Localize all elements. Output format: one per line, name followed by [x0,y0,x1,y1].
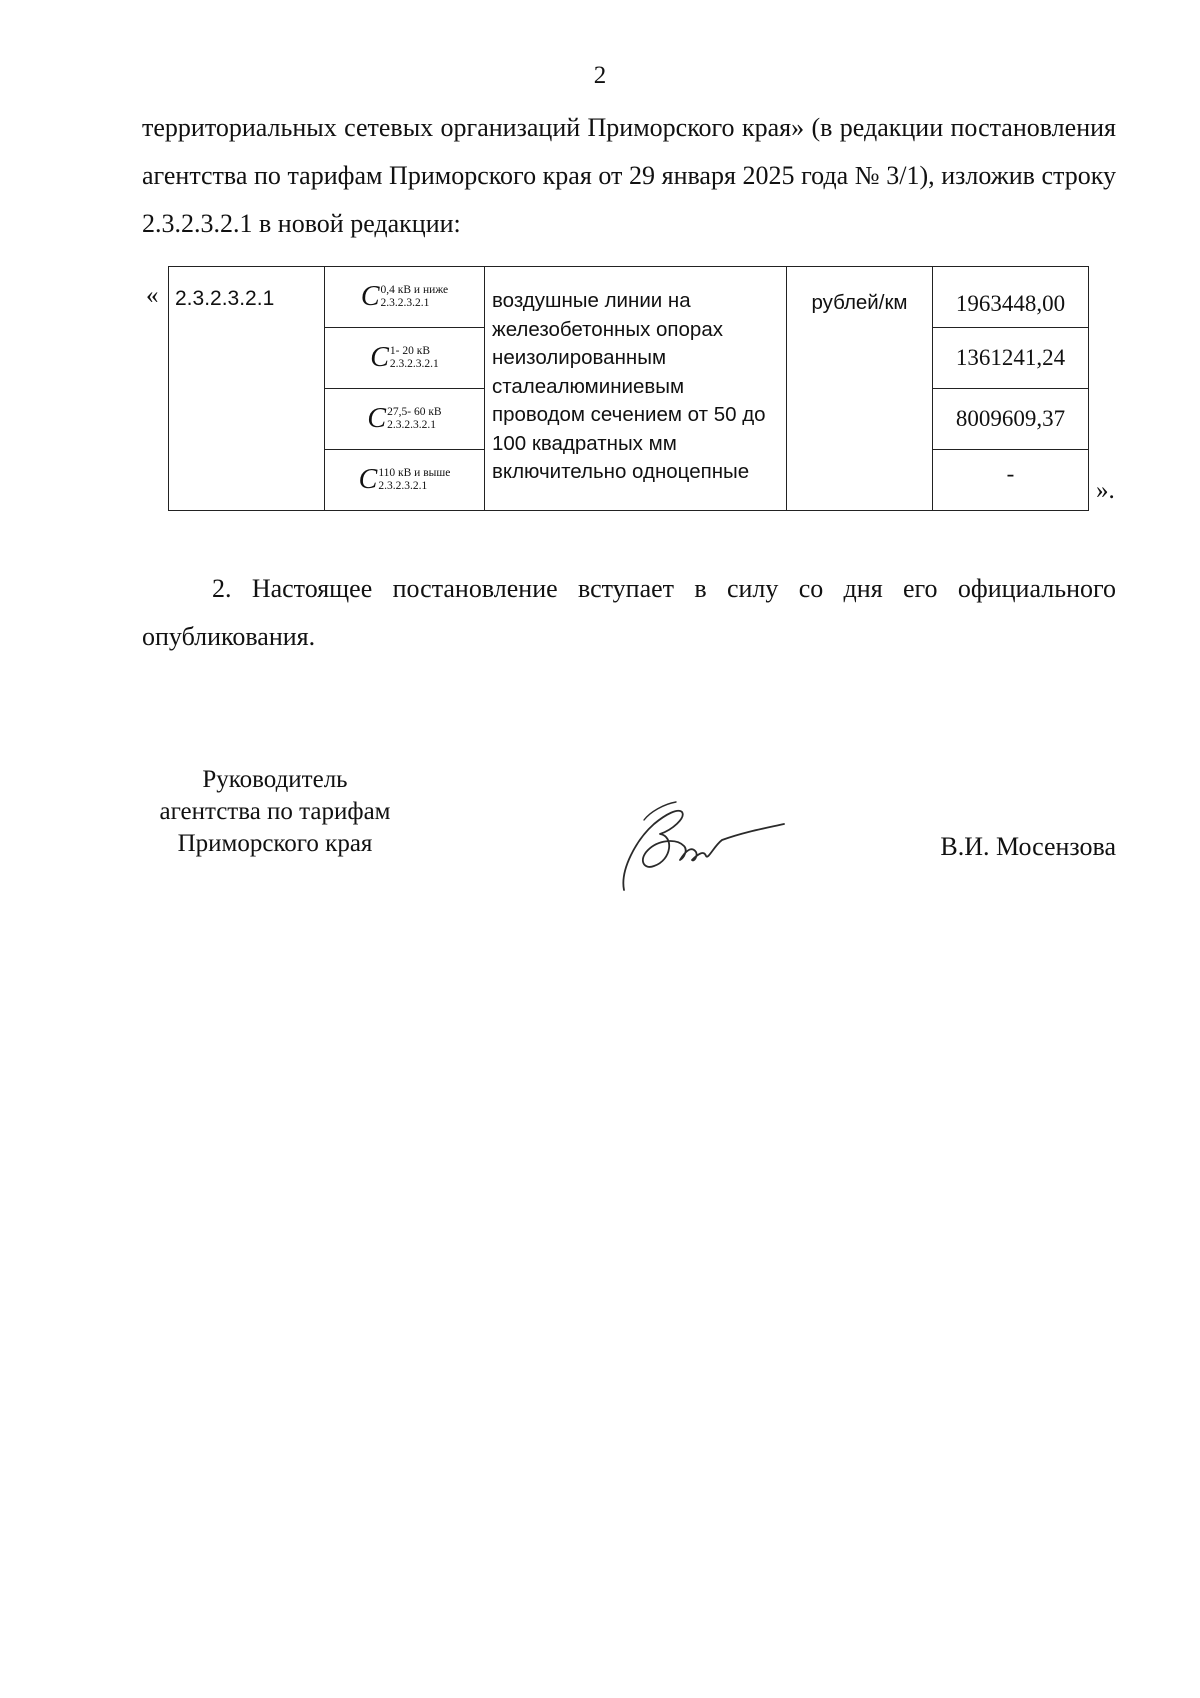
rate-symbol [367,405,441,433]
rate-symbol-superscript: 110 кВ и выше [378,467,451,479]
signer-title-line: Приморского края [177,830,373,857]
rate-symbol-cell [325,328,485,389]
rate-symbol-superscript: 27,5- 60 кВ [387,406,442,418]
value-cell: 8009609,37 [933,389,1089,450]
rate-symbol-subscript: 2.3.2.3.2.1 [378,480,428,492]
rate-symbol-superscript: 0,4 кВ и ниже [380,284,449,296]
rate-symbol [370,344,439,372]
rate-symbol-cell [325,450,485,511]
rate-symbol-letter: C [358,464,378,495]
tariff-table [168,266,1089,511]
value-cell: 1963448,00 [933,267,1089,328]
rate-symbol-cell [325,267,485,328]
closing-quote: ». [1096,477,1115,504]
table-row [169,267,1089,328]
paragraph-two: 2. Настоящее постановление вступает в силу со дня его официального опубликования. [142,574,1116,651]
value-cell: 1361241,24 [933,328,1089,389]
rate-symbol-letter: C [367,403,387,434]
handwritten-signature [614,790,794,900]
rate-symbol-cell [325,389,485,450]
rate-symbol-superscript: 1- 20 кВ [389,345,430,357]
rate-symbol [361,283,448,311]
signer-title-line: агентства по тарифам [159,798,391,825]
page-number: 2 [593,62,607,89]
rate-symbol-subscript: 2.3.2.3.2.1 [387,419,436,431]
rate-symbol-letter: C [370,342,389,373]
row-code-cell: 2.3.2.3.2.1 [169,267,325,511]
value-cell: - [933,450,1089,511]
unit-cell: рублей/км [787,267,933,511]
intro-paragraph: территориальных сетевых организаций Приморского края» (в редакции постановления агентства по тарифам Приморского края от 29 января 2025 года № 3/1), изложив строку 2.3.2.3.2.1 в новой редакции: [142,113,1116,238]
signer-title-line: Руководитель [202,766,348,793]
signer-name: В.И. Мосензова [940,832,1116,861]
opening-quote: « [146,282,159,309]
rate-symbol-letter: C [360,281,380,312]
description-cell: воздушные линии на железобетонных опорах неизолированным сталеалюминиевым проводом сечением от 50 до 100 квадратных мм включительно одноцепные [485,267,787,511]
rate-symbol-subscript: 2.3.2.3.2.1 [380,297,430,309]
signer-title [130,764,420,860]
rate-symbol-subscript: 2.3.2.3.2.1 [389,358,439,370]
rate-symbol [359,466,451,494]
